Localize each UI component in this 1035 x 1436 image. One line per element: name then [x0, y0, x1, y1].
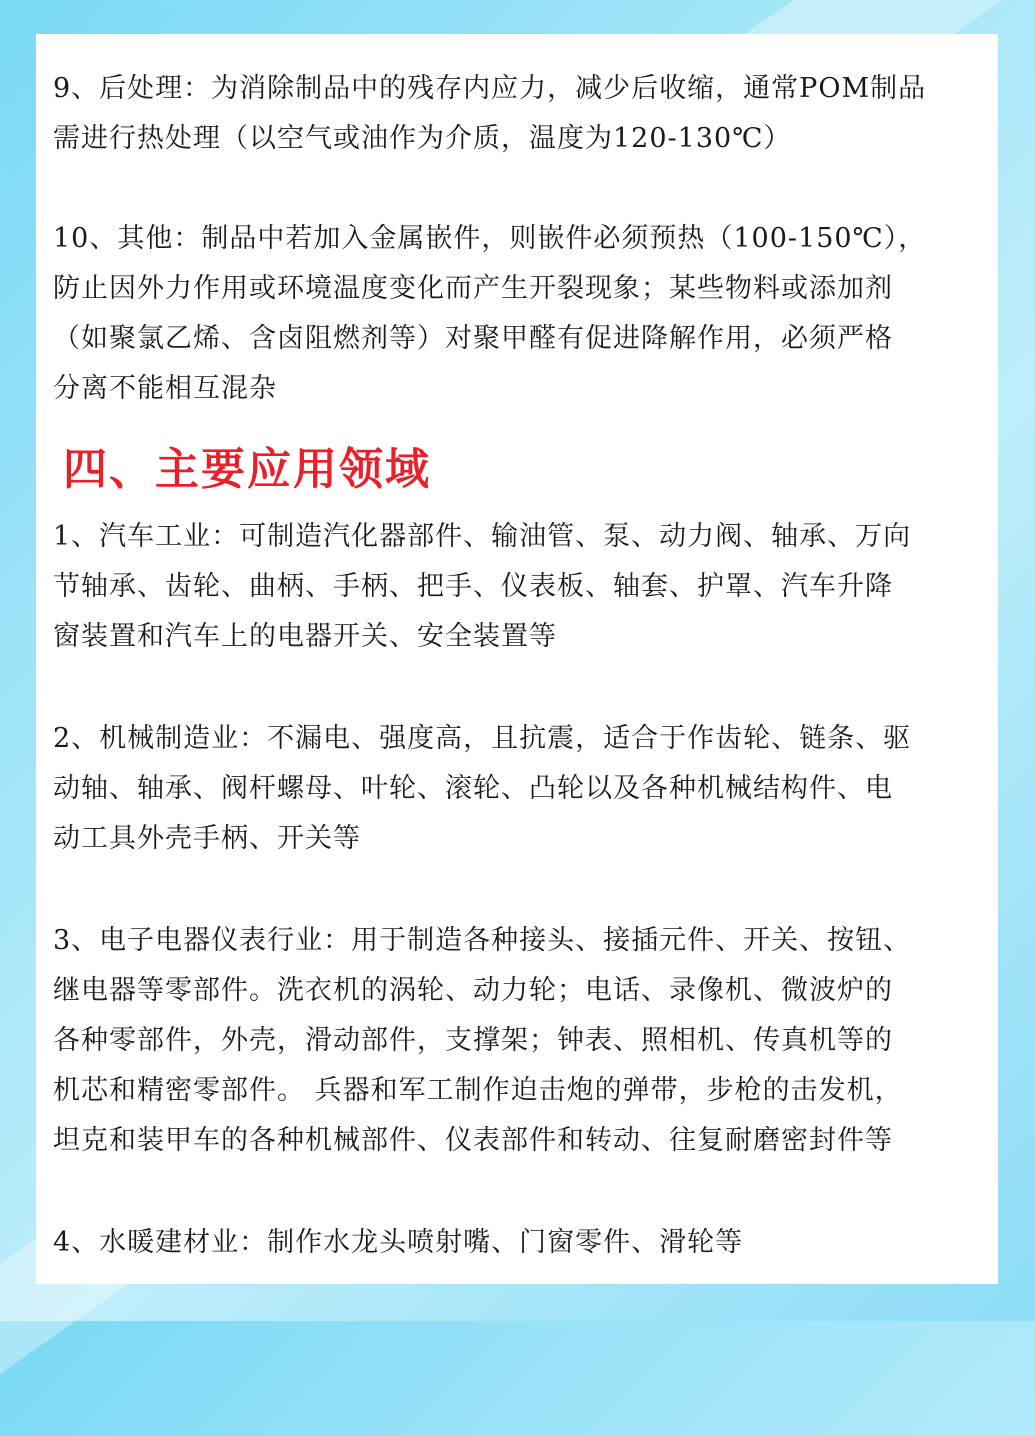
- document-card: [36, 34, 998, 1284]
- application-item-plumbing: 4、水暖建材业：制作水龙头喷射嘴、门窗零件、滑轮等: [53, 1227, 744, 1258]
- application-item-electronics: 3、电子电器仪表行业：用于制造各种接头、接插元件、开关、按钮、 继电器等零部件。洗衣机的涡轮、动力轮；电话、录像机、微波炉的 各种零部件，外壳，滑动部件，支撑架；钟表、照相机、传真机等的 机芯和精密零部件。 兵器和军工制作迫击炮的弹带，步枪的击发机， 坦克和装甲车的各种机械部件、仪表部件和转动、往复耐磨密封件等: [53, 925, 912, 1156]
- section-heading-applications: 四、主要应用领域: [63, 444, 431, 495]
- document-content: [53, 64, 993, 1268]
- application-item-machinery: 2、机械制造业：不漏电、强度高，且抗震，适合于作齿轮、链条、驱 动轴、轴承、阀杆螺母、叶轮、滚轮、凸轮以及各种机械结构件、电 动工具外壳手柄、开关等: [53, 723, 912, 854]
- application-item-automotive: 1、汽车工业：可制造汽化器部件、输油管、泵、动力阀、轴承、万向 节轴承、齿轮、曲柄、手柄、把手、仪表板、轴套、护罩、汽车升降 窗装置和汽车上的电器开关、安全装置等: [53, 521, 912, 652]
- processing-item-9: 9、后处理：为消除制品中的残存内应力，减少后收缩，通常POM制品 需进行热处理（以空气或油作为介质，温度为120-130℃）: [53, 73, 927, 154]
- processing-item-10: 10、其他：制品中若加入金属嵌件，则嵌件必须预热（100-150℃）， 防止因外力作用或环境温度变化而产生开裂现象；某些物料或添加剂 （如聚氯乙烯、含卤阻燃剂等）对聚甲醛有促进降解作用，必须严格 分离不能相互混杂: [53, 223, 927, 404]
